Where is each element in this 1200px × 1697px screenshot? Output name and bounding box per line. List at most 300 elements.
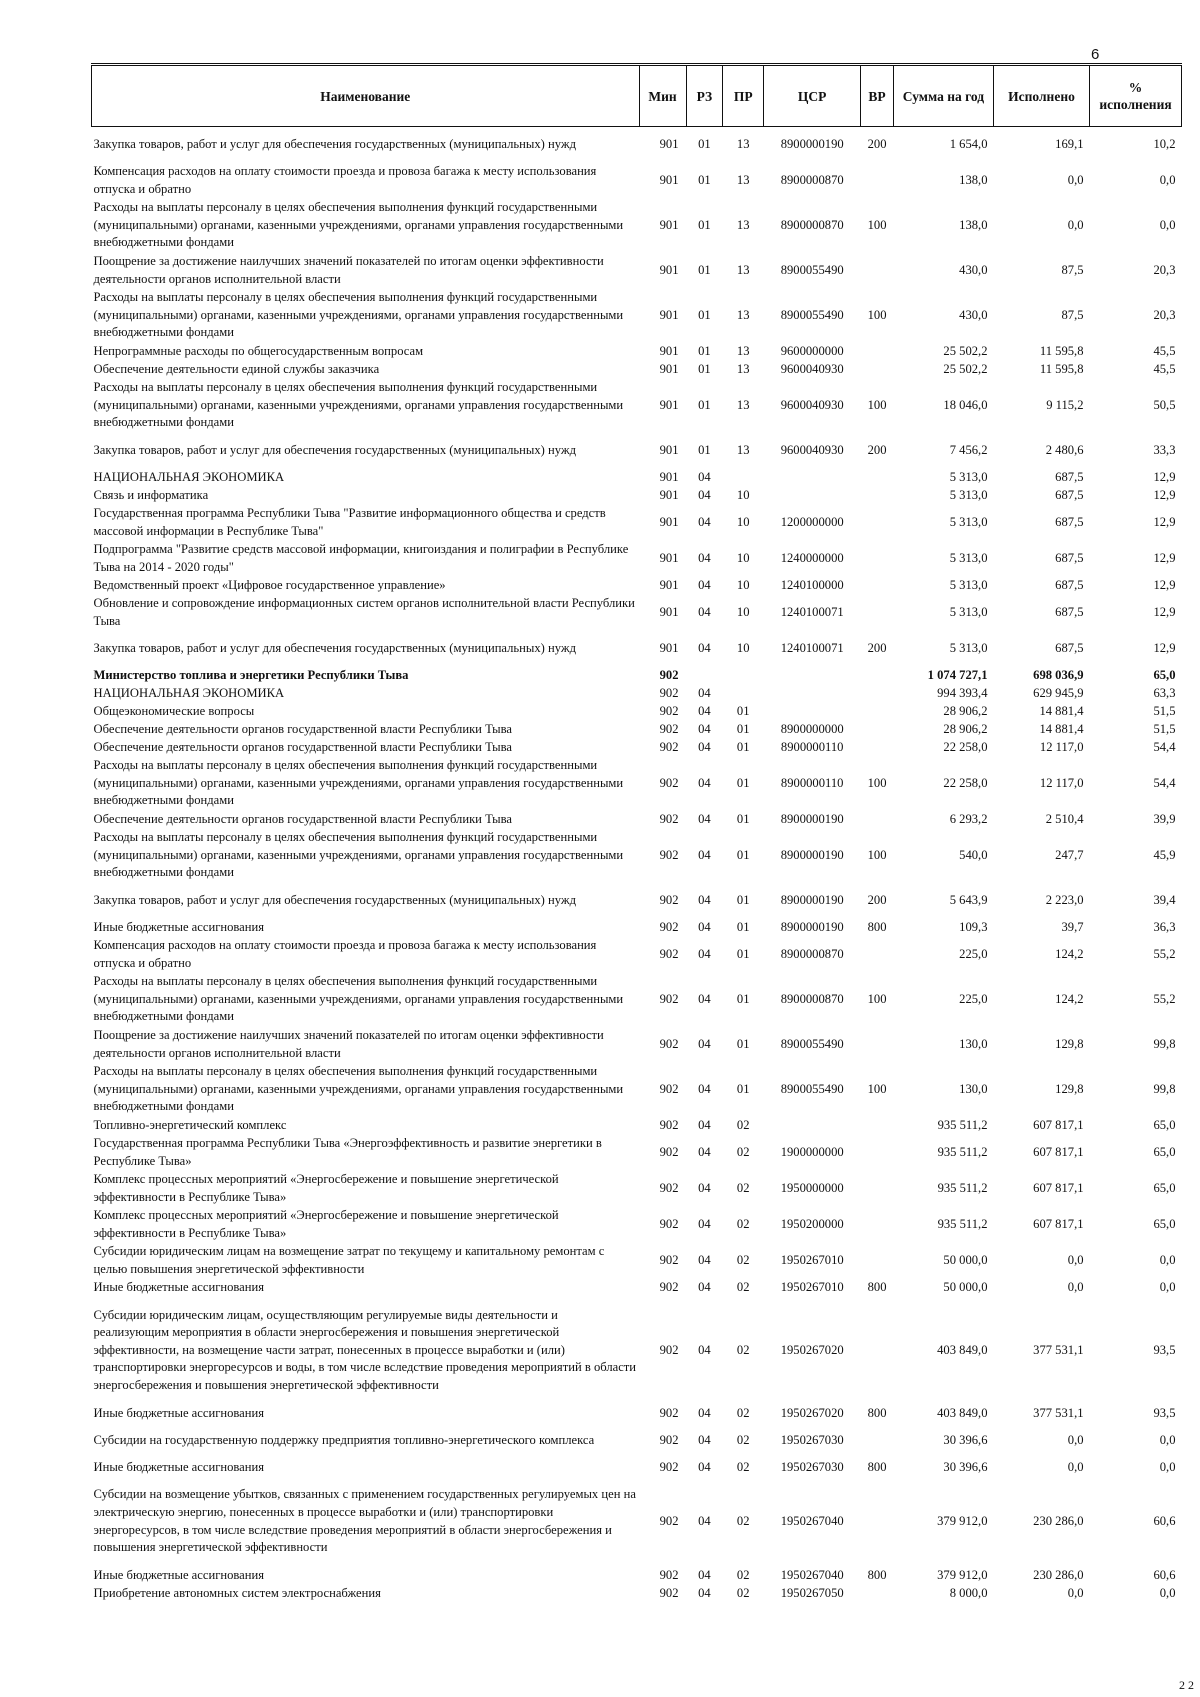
cell-done: 687,5 <box>1055 487 1084 502</box>
cell-done: 0,0 <box>1067 1252 1084 1267</box>
cell-rz: 04 <box>698 1216 711 1231</box>
table-header-row <box>92 66 1182 127</box>
cell-min: 902 <box>659 1567 679 1582</box>
table-row <box>92 631 1182 667</box>
cell-sum: 25 502,2 <box>943 361 988 376</box>
cell-min: 901 <box>659 361 679 376</box>
cell-name: Поощрение за достижение наилучших значений показателей по итогам оценки эффективности деятельности органов исполнительной власти <box>93 253 604 286</box>
cell-done: 9 115,2 <box>1046 397 1084 412</box>
table-row <box>92 739 1182 757</box>
table-body <box>92 127 1182 1603</box>
cell-pr: 13 <box>736 397 750 412</box>
cell-csr <box>764 469 861 487</box>
header-pr: ПР <box>723 66 764 127</box>
cell-min: 901 <box>659 217 679 232</box>
table-row <box>92 1405 1182 1423</box>
table-row <box>92 919 1182 937</box>
cell-rz: 04 <box>698 1342 711 1357</box>
header-csr: ЦСР <box>764 66 861 127</box>
cell-csr: 9600000000 <box>780 343 844 358</box>
cell-name: Государственная программа Республики Тыва "Развитие информационного общества и средств массовой информации в Республике Тыва" <box>93 505 606 538</box>
cell-sum: 430,0 <box>959 262 988 277</box>
cell-pr: 02 <box>736 1144 750 1159</box>
cell-vr: 100 <box>867 217 887 232</box>
cell-sum: 5 313,0 <box>949 577 988 592</box>
cell-rz: 01 <box>698 217 711 232</box>
cell-done: 230 286,0 <box>1033 1513 1084 1528</box>
cell-sum: 994 393,4 <box>937 685 988 700</box>
cell-pr: 02 <box>736 1432 750 1447</box>
cell-vr: 100 <box>867 307 887 322</box>
cell-vr <box>861 937 894 973</box>
cell-pct: 65,0 <box>1153 1180 1176 1195</box>
cell-name: Закупка товаров, работ и услуг для обеспечения государственных (муниципальных) нужд <box>93 892 576 907</box>
cell-pct: 33,3 <box>1153 442 1176 457</box>
cell-pct: 0,0 <box>1159 1459 1176 1474</box>
cell-min: 901 <box>659 469 679 484</box>
cell-name: Иные бюджетные ассигнования <box>93 919 265 934</box>
cell-pct: 55,2 <box>1153 946 1176 961</box>
cell-min: 902 <box>659 1432 679 1447</box>
table-row <box>92 379 1182 433</box>
cell-min: 901 <box>659 343 679 358</box>
cell-vr <box>861 163 894 199</box>
cell-min: 901 <box>659 514 679 529</box>
cell-vr <box>861 1135 894 1171</box>
cell-pr: 13 <box>736 361 750 376</box>
table-row <box>92 577 1182 595</box>
table-row <box>92 1297 1182 1405</box>
cell-pct: 93,5 <box>1153 1342 1176 1357</box>
cell-name: Иные бюджетные ассигнования <box>93 1405 265 1420</box>
header-pct: % исполнения <box>1090 66 1182 127</box>
cell-pr: 10 <box>736 514 750 529</box>
page-number: 6 <box>1091 46 1100 63</box>
budget-table <box>91 65 1182 1603</box>
cell-done: 687,5 <box>1055 604 1084 619</box>
cell-csr: 9600040930 <box>780 361 844 376</box>
cell-pct: 93,5 <box>1153 1405 1176 1420</box>
table-row <box>92 541 1182 577</box>
cell-min: 902 <box>659 1117 679 1132</box>
cell-pct: 10,2 <box>1153 136 1176 151</box>
cell-name: Комплекс процессных мероприятий «Энергосбережение и повышение энергетической эффективности в Республике Тыва» <box>93 1171 559 1204</box>
table-row <box>92 199 1182 253</box>
cell-sum: 130,0 <box>959 1081 988 1096</box>
cell-rz: 04 <box>698 577 711 592</box>
cell-name: Обеспечение деятельности органов государственной власти Республики Тыва <box>93 811 512 826</box>
cell-pr: 01 <box>736 946 750 961</box>
cell-pr: 01 <box>736 721 750 736</box>
cell-pct: 65,0 <box>1153 1216 1176 1231</box>
cell-pct: 12,9 <box>1153 550 1176 565</box>
cell-min: 901 <box>659 262 679 277</box>
cell-done: 87,5 <box>1061 262 1084 277</box>
cell-done: 0,0 <box>1067 1585 1084 1600</box>
cell-rz: 04 <box>698 1117 711 1132</box>
cell-name: Обеспечение деятельности единой службы заказчика <box>93 361 380 376</box>
cell-rz: 04 <box>698 640 711 655</box>
footer-mark: 2 2 <box>1179 1678 1194 1692</box>
cell-name: Расходы на выплаты персоналу в целях обеспечения выполнения функций государственными (муниципальными) органами, казенными учреждениями, органами управления государственными внебюджетными фондами <box>93 290 624 340</box>
cell-sum: 5 313,0 <box>949 640 988 655</box>
cell-pr: 02 <box>736 1567 750 1582</box>
cell-rz: 01 <box>698 172 711 187</box>
cell-done: 0,0 <box>1067 217 1084 232</box>
cell-pct: 12,9 <box>1153 577 1176 592</box>
cell-rz: 04 <box>698 1081 711 1096</box>
cell-pct: 65,0 <box>1153 667 1176 682</box>
cell-csr <box>764 667 861 685</box>
table-row <box>92 1117 1182 1135</box>
cell-pct: 0,0 <box>1159 1432 1176 1447</box>
cell-min: 901 <box>659 307 679 322</box>
cell-sum: 430,0 <box>959 307 988 322</box>
cell-done: 607 817,1 <box>1033 1117 1084 1132</box>
cell-name: Общеэкономические вопросы <box>93 703 255 718</box>
table-row <box>92 595 1182 631</box>
cell-name: Топливно-энергетический комплекс <box>93 1117 287 1132</box>
cell-sum: 28 906,2 <box>943 721 988 736</box>
cell-vr: 800 <box>867 1279 887 1294</box>
cell-min: 902 <box>659 667 679 682</box>
cell-done: 11 595,8 <box>1039 361 1084 376</box>
cell-name: Компенсация расходов на оплату стоимости проезда и провоза багажа к месту использования отпуска и обратно <box>93 163 597 196</box>
cell-min: 902 <box>659 1252 679 1267</box>
cell-name: Субсидии юридическим лицам на возмещение затрат по текущему и капитальному ремонтам с целью повышения энергетической эффективности <box>93 1243 605 1276</box>
cell-min: 902 <box>659 739 679 754</box>
cell-csr: 8900000870 <box>780 946 844 961</box>
table-row <box>92 757 1182 811</box>
cell-min: 902 <box>659 1405 679 1420</box>
cell-pr: 02 <box>736 1180 750 1195</box>
cell-pct: 54,4 <box>1153 775 1176 790</box>
cell-name: Расходы на выплаты персоналу в целях обеспечения выполнения функций государственными (муниципальными) органами, казенными учреждениями, органами управления государственными внебюджетными фондами <box>93 1064 624 1114</box>
cell-vr: 800 <box>867 919 887 934</box>
cell-pr: 02 <box>736 1459 750 1474</box>
cell-done: 0,0 <box>1067 1459 1084 1474</box>
cell-pr: 01 <box>736 775 750 790</box>
cell-name: Приобретение автономных систем электроснабжения <box>93 1585 381 1600</box>
cell-vr: 800 <box>867 1567 887 1582</box>
cell-pct: 12,9 <box>1153 640 1176 655</box>
cell-vr <box>861 541 894 577</box>
cell-vr <box>861 253 894 289</box>
cell-pr <box>723 667 764 685</box>
table-row <box>92 487 1182 505</box>
table-row <box>92 253 1182 289</box>
cell-vr <box>861 1171 894 1207</box>
cell-name: Субсидии юридическим лицам, осуществляющим регулируемые виды деятельности и реализующим мероприятия в области энергосбережения и повышения энергетической эффективности, на возмещение части затрат, понесенных в процессе выработки и (или) транспортировки энергоресурсов и воды, в том числе вследствие проведения мероприятий в области энергосбережения и повышения энергетической эффективности <box>93 1307 637 1392</box>
cell-name: Закупка товаров, работ и услуг для обеспечения государственных (муниципальных) нужд <box>93 136 576 151</box>
cell-csr: 8900055490 <box>780 307 844 322</box>
cell-sum: 138,0 <box>959 172 988 187</box>
cell-pr: 01 <box>736 892 750 907</box>
table-row <box>92 1207 1182 1243</box>
cell-vr: 200 <box>867 442 887 457</box>
table-row <box>92 1585 1182 1603</box>
cell-pr: 13 <box>736 136 750 151</box>
cell-name: Иные бюджетные ассигнования <box>93 1567 265 1582</box>
cell-sum: 935 511,2 <box>937 1216 988 1231</box>
cell-rz: 04 <box>698 685 711 700</box>
table-row <box>92 973 1182 1027</box>
cell-pr: 02 <box>736 1513 750 1528</box>
cell-vr: 200 <box>867 892 887 907</box>
cell-csr <box>764 1117 861 1135</box>
cell-name: Расходы на выплаты персоналу в целях обеспечения выполнения функций государственными (муниципальными) органами, казенными учреждениями, органами управления государственными внебюджетными фондами <box>93 830 624 880</box>
cell-sum: 8 000,0 <box>949 1585 988 1600</box>
cell-rz: 04 <box>698 1405 711 1420</box>
header-rz: РЗ <box>686 66 723 127</box>
cell-vr: 200 <box>867 136 887 151</box>
cell-pr: 02 <box>736 1585 750 1600</box>
table-row <box>92 721 1182 739</box>
table-row <box>92 1063 1182 1117</box>
cell-min: 902 <box>659 1216 679 1231</box>
cell-sum: 1 654,0 <box>949 136 988 151</box>
cell-csr: 1950267010 <box>780 1252 844 1267</box>
cell-name: Закупка товаров, работ и услуг для обеспечения государственных (муниципальных) нужд <box>93 640 576 655</box>
table-row <box>92 685 1182 703</box>
cell-vr <box>861 1207 894 1243</box>
cell-done: 629 945,9 <box>1033 685 1084 700</box>
cell-vr <box>861 487 894 505</box>
cell-vr <box>861 703 894 721</box>
cell-name: НАЦИОНАЛЬНАЯ ЭКОНОМИКА <box>93 469 285 484</box>
cell-pr: 13 <box>736 307 750 322</box>
cell-csr: 1200000000 <box>780 514 844 529</box>
cell-pct: 45,5 <box>1153 343 1176 358</box>
table-row <box>92 829 1182 883</box>
cell-vr <box>861 739 894 757</box>
table-row <box>92 883 1182 919</box>
cell-sum: 403 849,0 <box>937 1342 988 1357</box>
cell-name: Закупка товаров, работ и услуг для обеспечения государственных (муниципальных) нужд <box>93 442 576 457</box>
cell-sum: 403 849,0 <box>937 1405 988 1420</box>
cell-name: Связь и информатика <box>93 487 209 502</box>
cell-min: 902 <box>659 775 679 790</box>
header-name: Наименование <box>92 66 640 127</box>
cell-vr <box>861 1585 894 1603</box>
cell-rz: 04 <box>698 487 711 502</box>
cell-rz: 04 <box>698 1567 711 1582</box>
cell-done: 12 117,0 <box>1039 775 1084 790</box>
cell-min: 901 <box>659 397 679 412</box>
cell-csr: 1900000000 <box>780 1144 844 1159</box>
cell-csr: 1950267050 <box>780 1585 844 1600</box>
cell-vr <box>861 577 894 595</box>
cell-done: 687,5 <box>1055 577 1084 592</box>
cell-name: Иные бюджетные ассигнования <box>93 1279 265 1294</box>
cell-rz: 04 <box>698 703 711 718</box>
cell-rz: 04 <box>698 1459 711 1474</box>
cell-done: 247,7 <box>1055 847 1084 862</box>
cell-rz: 01 <box>698 307 711 322</box>
cell-csr: 8900000190 <box>780 811 844 826</box>
cell-vr <box>861 667 894 685</box>
cell-vr: 100 <box>867 775 887 790</box>
cell-vr: 200 <box>867 640 887 655</box>
table-row <box>92 811 1182 829</box>
cell-csr: 1240100071 <box>780 640 844 655</box>
cell-csr: 8900055490 <box>780 262 844 277</box>
cell-rz: 01 <box>698 442 711 457</box>
cell-pr: 01 <box>736 991 750 1006</box>
cell-sum: 50 000,0 <box>943 1252 988 1267</box>
cell-sum: 18 046,0 <box>943 397 988 412</box>
table-row <box>92 505 1182 541</box>
cell-pct: 12,9 <box>1153 604 1176 619</box>
cell-pct: 0,0 <box>1159 217 1176 232</box>
cell-pct: 0,0 <box>1159 1279 1176 1294</box>
cell-sum: 379 912,0 <box>937 1567 988 1582</box>
cell-min: 901 <box>659 604 679 619</box>
cell-rz: 04 <box>698 991 711 1006</box>
cell-rz: 01 <box>698 136 711 151</box>
cell-pr: 10 <box>736 640 750 655</box>
cell-rz: 04 <box>698 946 711 961</box>
cell-name: Обеспечение деятельности органов государственной власти Республики Тыва <box>93 721 512 736</box>
cell-pr <box>723 685 764 703</box>
cell-csr: 8900000110 <box>780 739 844 754</box>
cell-csr: 9600040930 <box>780 397 844 412</box>
cell-min: 902 <box>659 991 679 1006</box>
cell-pct: 39,9 <box>1153 811 1176 826</box>
cell-sum: 5 313,0 <box>949 550 988 565</box>
cell-vr <box>861 469 894 487</box>
cell-pr: 01 <box>736 1081 750 1096</box>
table-row <box>92 289 1182 343</box>
cell-csr: 1240100000 <box>780 577 844 592</box>
cell-pct: 0,0 <box>1159 172 1176 187</box>
cell-csr: 1950267020 <box>780 1342 844 1357</box>
cell-rz: 04 <box>698 919 711 934</box>
cell-pct: 51,5 <box>1153 721 1176 736</box>
cell-pct: 60,6 <box>1153 1513 1176 1528</box>
cell-pct: 12,9 <box>1153 487 1176 502</box>
cell-pct: 63,3 <box>1153 685 1176 700</box>
cell-pr: 01 <box>736 703 750 718</box>
cell-pct: 99,8 <box>1153 1036 1176 1051</box>
cell-min: 902 <box>659 685 679 700</box>
cell-csr: 8900055490 <box>780 1036 844 1051</box>
cell-sum: 225,0 <box>959 991 988 1006</box>
cell-sum: 22 258,0 <box>943 739 988 754</box>
cell-rz: 04 <box>698 1180 711 1195</box>
cell-done: 11 595,8 <box>1039 343 1084 358</box>
cell-vr <box>861 1297 894 1405</box>
cell-min: 901 <box>659 442 679 457</box>
table-row <box>92 1279 1182 1297</box>
cell-done: 87,5 <box>1061 307 1084 322</box>
cell-rz: 04 <box>698 550 711 565</box>
table-row <box>92 433 1182 469</box>
cell-csr: 1950267020 <box>780 1405 844 1420</box>
cell-csr: 8900000870 <box>780 172 844 187</box>
cell-sum: 109,3 <box>959 919 988 934</box>
cell-done: 0,0 <box>1067 172 1084 187</box>
cell-pct: 55,2 <box>1153 991 1176 1006</box>
cell-rz: 01 <box>698 397 711 412</box>
cell-sum: 138,0 <box>959 217 988 232</box>
cell-vr <box>861 343 894 361</box>
cell-name: Субсидии на возмещение убытков, связанных с применением государственных регулируемых цен на электрическую энергию, понесенных в процессе выработки и (или) транспортировки энергоресурсов, в том числе вследствие проведения мероприятий в области энергосбережения и повышения энергетической эффективности <box>93 1487 636 1555</box>
cell-done: 12 117,0 <box>1039 739 1084 754</box>
cell-pr: 02 <box>736 1342 750 1357</box>
cell-rz: 01 <box>698 361 711 376</box>
cell-rz: 04 <box>698 775 711 790</box>
cell-pr: 13 <box>736 262 750 277</box>
cell-pr: 01 <box>736 1036 750 1051</box>
cell-pr: 02 <box>736 1216 750 1231</box>
cell-pr: 02 <box>736 1117 750 1132</box>
cell-pr: 13 <box>736 172 750 187</box>
cell-pct: 12,9 <box>1153 469 1176 484</box>
cell-sum: 7 456,2 <box>949 442 988 457</box>
table-row <box>92 667 1182 685</box>
cell-name: Субсидии на государственную поддержку предприятия топливно-энергетического комплекса <box>93 1432 595 1447</box>
cell-min: 902 <box>659 1144 679 1159</box>
cell-vr: 100 <box>867 397 887 412</box>
cell-rz: 04 <box>698 514 711 529</box>
cell-rz: 04 <box>698 892 711 907</box>
cell-pct: 39,4 <box>1153 892 1176 907</box>
cell-rz: 04 <box>698 469 711 484</box>
cell-min: 902 <box>659 946 679 961</box>
cell-min: 902 <box>659 1180 679 1195</box>
cell-csr: 8900000870 <box>780 991 844 1006</box>
cell-vr <box>861 361 894 379</box>
cell-min: 901 <box>659 640 679 655</box>
cell-sum: 30 396,6 <box>943 1432 988 1447</box>
cell-pct: 65,0 <box>1153 1144 1176 1159</box>
cell-sum: 50 000,0 <box>943 1279 988 1294</box>
cell-pct: 60,6 <box>1153 1567 1176 1582</box>
cell-sum: 5 643,9 <box>949 892 988 907</box>
cell-vr <box>861 1243 894 1279</box>
table-row <box>92 1423 1182 1459</box>
cell-csr: 1950267040 <box>780 1513 844 1528</box>
cell-sum: 540,0 <box>959 847 988 862</box>
cell-vr <box>861 1117 894 1135</box>
cell-vr <box>861 595 894 631</box>
cell-csr: 1950267010 <box>780 1279 844 1294</box>
cell-pr: 02 <box>736 1279 750 1294</box>
cell-vr: 100 <box>867 847 887 862</box>
header-min: Мин <box>639 66 686 127</box>
cell-done: 230 286,0 <box>1033 1567 1084 1582</box>
cell-name: Непрограммные расходы по общегосударственным вопросам <box>93 343 424 358</box>
cell-pr: 13 <box>736 217 750 232</box>
cell-pct: 45,9 <box>1153 847 1176 862</box>
cell-done: 687,5 <box>1055 514 1084 529</box>
cell-pct: 0,0 <box>1159 1585 1176 1600</box>
cell-csr: 1950000000 <box>780 1180 844 1195</box>
cell-csr: 8900000190 <box>780 136 844 151</box>
cell-pct: 51,5 <box>1153 703 1176 718</box>
table-row <box>92 1567 1182 1585</box>
cell-pct: 50,5 <box>1153 397 1176 412</box>
cell-done: 377 531,1 <box>1033 1342 1084 1357</box>
cell-min: 902 <box>659 892 679 907</box>
cell-sum: 935 511,2 <box>937 1180 988 1195</box>
cell-done: 2 223,0 <box>1045 892 1084 907</box>
table-row <box>92 703 1182 721</box>
cell-rz: 04 <box>698 721 711 736</box>
cell-name: Поощрение за достижение наилучших значений показателей по итогам оценки эффективности деятельности органов исполнительной власти <box>93 1027 604 1060</box>
cell-name: Обеспечение деятельности органов государственной власти Республики Тыва <box>93 739 512 754</box>
